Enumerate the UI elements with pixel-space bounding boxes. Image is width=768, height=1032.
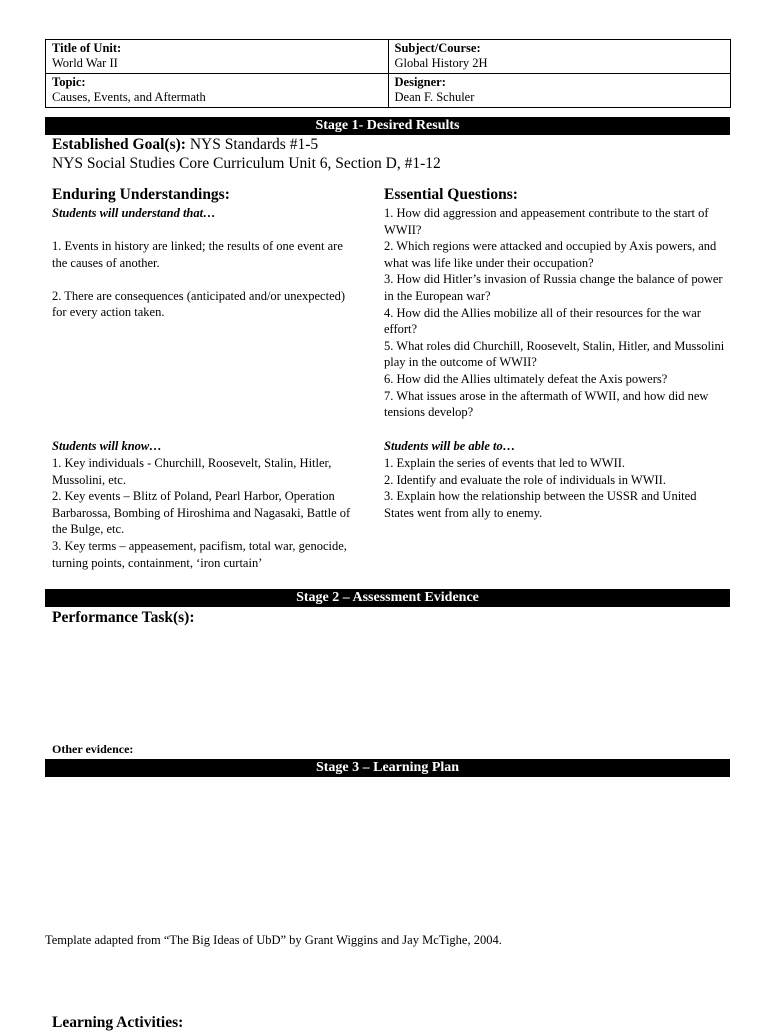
know-item: 1. Key individuals - Churchill, Roosevelt, Stalin, Hitler, Mussolini, etc. <box>52 456 332 487</box>
able-item: 2. Identify and evaluate the role of individuals in WWII. <box>384 472 666 487</box>
designer-label: Designer: <box>394 75 446 89</box>
title-cell <box>46 40 389 74</box>
designer-value: Dean F. Schuler <box>394 90 475 104</box>
subject-value: Global History 2H <box>394 56 488 70</box>
students-able-list <box>384 455 724 521</box>
students-know-heading: Students will know… <box>52 439 162 453</box>
stage2-bar: Stage 2 – Assessment Evidence <box>45 589 730 607</box>
able-item: 1. Explain the series of events that led to WWII. <box>384 456 626 470</box>
question-item: 5. What roles did Churchill, Roosevelt, Stalin, Hitler, and Mussolini play in the outcome of WWII? <box>384 338 725 370</box>
goal-value: NYS Standards #1-5 <box>185 136 319 153</box>
title-value: World War II <box>52 56 118 70</box>
understand-subheading: Students will understand that… <box>52 206 216 220</box>
question-item: 6. How did the Allies ultimately defeat the Axis powers? <box>384 371 668 386</box>
understanding-item: 1. Events in history are linked; the results of one event are the causes of another. <box>52 239 343 270</box>
stage3-bar: Stage 3 – Learning Plan <box>45 759 730 777</box>
stage1-bar: Stage 1- Desired Results <box>45 117 730 135</box>
know-item: 2. Key events – Blitz of Poland, Pearl Harbor, Operation Barbarossa, Bombing of Hiroshima and Nagasaki, Battle of the Bulge, etc. <box>52 489 351 537</box>
performance-tasks-heading: Performance Task(s): <box>52 609 195 626</box>
question-item: 3. How did Hitler’s invasion of Russia change the balance of power in the European war? <box>384 272 723 303</box>
subject-label: Subject/Course: <box>394 41 481 55</box>
know-item: 3. Key terms – appeasement, pacifism, total war, genocide, turning points, containment, ‘iron curtain’ <box>52 538 347 570</box>
topic-cell <box>46 74 389 108</box>
title-label: Title of Unit: <box>52 41 122 55</box>
question-item: 4. How did the Allies mobilize all of their resources for the war effort? <box>384 305 701 337</box>
question-item: 7. What issues arose in the aftermath of WWII, and how did new tensions develop? <box>384 388 709 420</box>
essential-questions-list <box>384 205 729 421</box>
essential-questions-heading: Essential Questions: <box>384 186 518 203</box>
understandings-list <box>52 238 352 321</box>
enduring-understandings-heading: Enduring Understandings: <box>52 186 230 203</box>
goal-line-2: NYS Social Studies Core Curriculum Unit 6, Section D, #1-12 <box>52 155 441 172</box>
other-evidence-heading: Other evidence: <box>52 742 134 756</box>
topic-label: Topic: <box>52 75 86 89</box>
learning-activities-heading: Learning Activities: <box>52 1014 184 1031</box>
unit-header-table <box>45 39 731 108</box>
topic-value: Causes, Events, and Aftermath <box>52 90 206 104</box>
able-item: 3. Explain how the relationship between the USSR and United States went from ally to enemy. <box>384 489 697 520</box>
established-goal <box>52 136 318 154</box>
question-item: 2. Which regions were attacked and occupied by Axis powers, and what was life like under their occupation? <box>384 239 717 270</box>
template-note: Template adapted from “The Big Ideas of UbD” by Grant Wiggins and Jay McTighe, 2004. <box>45 933 502 947</box>
goal-label: Established Goal(s): <box>52 136 186 153</box>
students-able-heading: Students will be able to… <box>384 439 516 453</box>
designer-cell <box>388 74 731 108</box>
subject-cell <box>388 40 731 74</box>
question-item: 1. How did aggression and appeasement contribute to the start of WWII? <box>384 206 709 237</box>
understanding-item: 2. There are consequences (anticipated and/or unexpected) for every action taken. <box>52 288 346 320</box>
students-know-list <box>52 455 362 571</box>
